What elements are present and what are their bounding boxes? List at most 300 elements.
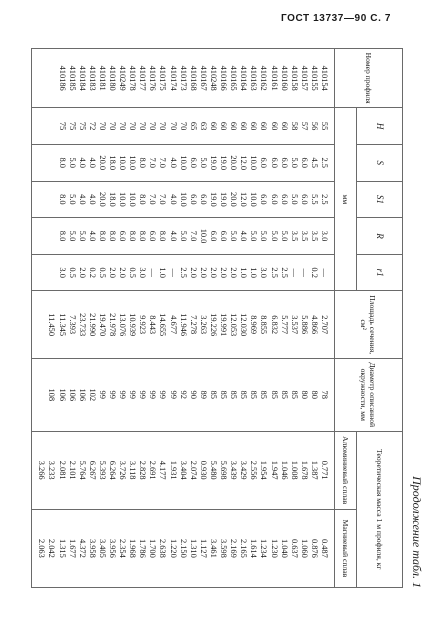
cell-diameter-23: 99 — [97, 390, 107, 399]
cell-H-5: 60 — [279, 121, 289, 131]
cell-R-4: 3.5 — [289, 230, 299, 242]
cell-diameter-12: 85 — [208, 390, 218, 399]
cell-diameter-3: 80 — [299, 390, 309, 399]
cell-S-16: 4.0 — [168, 157, 178, 168]
cell-al-7: 1.954 — [259, 460, 269, 480]
cell-S1-6: 6.0 — [269, 194, 279, 205]
cell-diameter-8: 85 — [249, 390, 259, 399]
cell-S-27: 8.0 — [57, 157, 67, 168]
cell-R-10: 5.0 — [229, 230, 239, 242]
cell-profile-15: 410173 — [178, 65, 188, 91]
cell-S1-19: 8.0 — [138, 194, 148, 205]
cell-al-14: 2.074 — [188, 460, 198, 480]
cell-mg-9: 2.165 — [239, 538, 249, 558]
cell-al-24: 6.267 — [87, 460, 97, 480]
cell-al-21: 3.726 — [118, 460, 128, 480]
cell-mg-16: 1.220 — [168, 538, 178, 558]
cell-profile-25: 410184 — [77, 65, 87, 91]
cell-diameter-6: 85 — [269, 390, 279, 399]
cell-r1-3: — — [299, 268, 309, 277]
cell-mg-7: 1.234 — [259, 538, 269, 558]
cell-al-23: 5.393 — [97, 460, 107, 480]
cell-R-11: 6.0 — [219, 230, 229, 242]
cell-S1-21: 10.0 — [118, 192, 128, 207]
cell-S1-5: 6.0 — [279, 194, 289, 205]
cell-H-7: 60 — [259, 121, 269, 131]
cell-profile-11: 410166 — [219, 65, 229, 91]
cell-S1-20: 10.0 — [128, 192, 138, 207]
cell-R-21: 6.0 — [118, 230, 128, 242]
cell-S1-24: 4.0 — [87, 194, 97, 205]
cell-mg-27: 1.315 — [57, 538, 67, 558]
cell-S-23: 20.0 — [97, 155, 107, 171]
cell-area-27: 11.345 — [57, 313, 67, 337]
cell-S1-13: 6.0 — [198, 194, 208, 205]
cell-mg-12: 3.461 — [208, 538, 218, 558]
cell-H-8: 60 — [249, 121, 259, 131]
cell-S-24: 4.0 — [87, 157, 97, 168]
cell-H-22: 70 — [108, 121, 118, 131]
cell-al-28: 3.233 — [47, 460, 57, 480]
header-r1: r1 — [357, 254, 403, 291]
cell-al-11: 5.698 — [219, 460, 229, 480]
cell-r1-9: 1.0 — [239, 267, 249, 278]
profile-table — [31, 48, 403, 588]
cell-r1-15: 2.5 — [178, 267, 188, 278]
cell-al-2: 1.387 — [309, 460, 319, 480]
cell-R-12: 6.0 — [208, 230, 218, 242]
cell-mg-21: 2.354 — [118, 538, 128, 558]
cell-profile-6: 410161 — [269, 65, 279, 91]
cell-r1-11: 2.0 — [219, 267, 229, 278]
cell-area-16: 4.677 — [168, 315, 178, 335]
cell-S-7: 6.0 — [259, 157, 269, 168]
cell-H-21: 70 — [118, 121, 128, 131]
cell-mg-22: 3.956 — [108, 538, 118, 558]
cell-S-11: 19.0 — [219, 155, 229, 171]
column-S — [32, 144, 335, 181]
cell-r1-5: 2.5 — [279, 267, 289, 278]
cell-mg-24: 3.958 — [87, 538, 97, 558]
cell-diameter-15: 92 — [178, 390, 188, 399]
cell-H-15: 70 — [178, 121, 188, 131]
cell-R-6: 5.0 — [269, 230, 279, 242]
cell-area-12: 19.226 — [208, 313, 218, 337]
cell-R-1: 3.0 — [320, 230, 329, 242]
cell-diameter-22: 99 — [108, 390, 118, 399]
cell-H-10: 60 — [229, 121, 239, 131]
cell-al-3: 1.678 — [299, 460, 309, 480]
cell-R-27: 8.0 — [57, 230, 67, 242]
cell-mg-15: 2.150 — [178, 538, 188, 558]
cell-al-15: 3.404 — [178, 460, 188, 480]
cell-R-18: 6.0 — [148, 230, 158, 242]
cell-S1-22: 18.0 — [108, 192, 118, 207]
cell-area-26: 7.393 — [67, 315, 77, 335]
cell-diameter-28: 108 — [47, 388, 57, 402]
cell-S-5: 6.0 — [279, 157, 289, 168]
cell-H-9: 60 — [239, 121, 249, 131]
cell-S1-3: 6.0 — [299, 194, 309, 205]
cell-r1-18: — — [148, 268, 158, 277]
cell-S-12: 19.0 — [208, 155, 218, 171]
cell-diameter-20: 99 — [128, 390, 138, 399]
cell-profile-18: 410176 — [148, 65, 158, 91]
cell-area-1: 2.707 — [320, 315, 329, 335]
cell-S1-17: 7.0 — [158, 194, 168, 205]
cell-area-11: 19.991 — [219, 313, 229, 337]
cell-profile-5: 410160 — [279, 65, 289, 91]
cell-area-8: 8.969 — [249, 315, 259, 335]
cell-r1-24: 0.2 — [87, 267, 97, 278]
cell-S-18: 7.0 — [148, 157, 158, 168]
cell-R-26: 5.0 — [67, 230, 77, 242]
cell-H-27: 75 — [57, 121, 67, 131]
cell-profile-3: 410157 — [299, 65, 309, 91]
column-R — [32, 218, 335, 255]
cell-al-9: 3.429 — [239, 460, 249, 480]
cell-area-7: 8.855 — [259, 315, 269, 335]
cell-diameter-10: 85 — [229, 390, 239, 399]
cell-diameter-17: 99 — [158, 390, 168, 399]
header-aluminium-alloy: Алюминиевый сплав — [335, 431, 357, 509]
cell-R-24: 4.0 — [87, 230, 97, 242]
cell-area-6: 6.832 — [269, 315, 279, 335]
cell-area-17: 14.655 — [158, 313, 168, 337]
cell-R-5: 5.0 — [279, 230, 289, 242]
cell-S1-9: 12.0 — [239, 192, 249, 207]
cell-H-20: 70 — [128, 121, 138, 131]
cell-mg-2: 0.876 — [309, 538, 319, 558]
cell-profile-2: 410155 — [309, 65, 319, 91]
cell-S-10: 20.0 — [229, 155, 239, 171]
cell-R-25: 5.0 — [77, 230, 87, 242]
cell-mg-25: 4.372 — [77, 538, 87, 558]
cell-area-13: 3.263 — [198, 315, 208, 335]
cell-R-8: 5.0 — [249, 230, 259, 242]
cell-r1-6: 2.5 — [269, 267, 279, 278]
cell-profile-9: 410164 — [239, 65, 249, 91]
cell-mg-8: 1.614 — [249, 538, 259, 558]
cell-al-5: 1.046 — [279, 460, 289, 480]
cell-r1-10: 2.0 — [229, 267, 239, 278]
cell-profile-21: 410249 — [118, 65, 128, 91]
cell-al-13: 0.930 — [198, 460, 208, 480]
cell-r1-26: 0.5 — [67, 267, 77, 278]
cell-S-13: 5.0 — [198, 157, 208, 168]
cell-S-21: 10.0 — [118, 155, 128, 171]
header-R: R — [357, 218, 403, 255]
cell-S-2: 4.5 — [309, 157, 319, 168]
rotated-table-page — [37, 48, 427, 588]
cell-R-23: 8.0 — [97, 230, 107, 242]
cell-area-23: 19.470 — [97, 313, 107, 337]
cell-mg-14: 1.310 — [188, 538, 198, 558]
cell-diameter-5: 85 — [279, 390, 289, 399]
header-mm-unit: мм — [335, 108, 357, 291]
cell-S1-15: 10.0 — [178, 192, 188, 207]
cell-diameter-24: 102 — [87, 388, 97, 402]
cell-al-18: 2.691 — [148, 460, 158, 480]
cell-r1-13: 2.0 — [198, 267, 208, 278]
cell-al-1: 0.771 — [320, 460, 329, 480]
cell-S1-18: 7.0 — [148, 194, 158, 205]
cell-diameter-2: 80 — [309, 390, 319, 399]
cell-al-19: 2.828 — [138, 460, 148, 480]
column-S1 — [32, 181, 335, 218]
cell-S1-12: 19.0 — [208, 192, 218, 207]
cell-S-1: 2.5 — [320, 157, 329, 168]
cell-H-14: 65 — [188, 121, 198, 131]
cell-area-19: 9.923 — [138, 315, 148, 335]
cell-profile-27: 410186 — [57, 65, 67, 91]
cell-area-10: 12.053 — [229, 313, 239, 337]
cell-H-23: 70 — [97, 121, 107, 131]
header-H: H — [357, 108, 403, 145]
header-S: S — [357, 144, 403, 181]
continuation-label: Продолжение табл. 1 — [410, 476, 424, 588]
cell-H-26: 75 — [67, 121, 77, 131]
header-profile-number: Номер профиля — [335, 49, 403, 108]
cell-mg-26: 1.677 — [67, 538, 77, 558]
column-diameter — [32, 358, 335, 431]
cell-S1-1: 2.5 — [320, 194, 329, 205]
cell-mg-4: 0.637 — [289, 538, 299, 558]
cell-S-15: 10.0 — [178, 155, 188, 171]
cell-S-3: 6.0 — [299, 157, 309, 168]
cell-profile-10: 410165 — [229, 65, 239, 91]
cell-r1-23: 0.5 — [97, 267, 107, 278]
cell-mg-5: 1.040 — [279, 538, 289, 558]
cell-profile-13: 410167 — [198, 65, 208, 91]
cell-H-13: 63 — [198, 121, 208, 131]
cell-profile-19: 410177 — [138, 65, 148, 91]
cell-H-6: 60 — [269, 121, 279, 131]
column-r1 — [32, 254, 335, 291]
cell-r1-25: 2.0 — [77, 267, 87, 278]
cell-r1-14: 2.0 — [188, 267, 198, 278]
cell-al-27: 2.081 — [57, 460, 67, 480]
cell-H-24: 72 — [87, 121, 97, 131]
cell-mg-17: 2.638 — [158, 538, 168, 558]
cell-mg-6: 1.230 — [269, 538, 279, 558]
cell-diameter-1: 78 — [320, 390, 329, 399]
cell-al-20: 3.118 — [128, 460, 138, 480]
cell-profile-22: 410180 — [108, 65, 118, 91]
cell-H-4: 58 — [289, 121, 299, 131]
cell-profile-1: 410154 — [320, 65, 329, 91]
cell-diameter-9: 85 — [239, 390, 249, 399]
cell-profile-4: 410158 — [289, 65, 299, 91]
cell-area-22: 21.978 — [108, 313, 118, 337]
cell-profile-8: 410163 — [249, 65, 259, 91]
cell-R-22: 8.0 — [108, 230, 118, 242]
cell-H-18: 70 — [148, 121, 158, 131]
cell-S1-16: 4.0 — [168, 194, 178, 205]
column-magnesium-mass — [32, 509, 335, 587]
cell-diameter-19: 99 — [138, 390, 148, 399]
header-area: Площадь сечения, см² — [335, 291, 403, 358]
cell-profile-23: 410181 — [97, 65, 107, 91]
cell-area-20: 10.939 — [128, 313, 138, 337]
cell-S1-14: 6.0 — [188, 194, 198, 205]
cell-area-15: 11.946 — [178, 313, 188, 337]
cell-profile-20: 410178 — [128, 65, 138, 91]
cell-al-22: 6.264 — [108, 460, 118, 480]
cell-r1-21: 2.0 — [118, 267, 128, 278]
cell-profile-14: 410168 — [188, 65, 198, 91]
cell-diameter-26: 106 — [67, 388, 77, 402]
cell-diameter-16: 99 — [168, 390, 178, 399]
cell-profile-26: 410185 — [67, 65, 77, 91]
cell-S-19: 8.0 — [138, 157, 148, 168]
cell-R-13: 10.0 — [198, 228, 208, 244]
cell-diameter-25: 106 — [77, 388, 87, 402]
cell-S-26: 5.0 — [67, 157, 77, 168]
cell-mg-11: 3.598 — [219, 538, 229, 558]
cell-H-19: 70 — [138, 121, 148, 131]
cell-mg-23: 3.405 — [97, 538, 107, 558]
column-H — [32, 108, 335, 145]
cell-S1-25: 4.0 — [77, 194, 87, 205]
cell-area-2: 4.866 — [309, 315, 319, 335]
cell-S1-8: 10.0 — [249, 192, 259, 207]
cell-area-18: 8.443 — [148, 315, 158, 335]
cell-r1-19: 3.0 — [138, 267, 148, 278]
column-area — [32, 291, 335, 358]
cell-diameter-14: 90 — [188, 390, 198, 399]
cell-diameter-7: 85 — [259, 390, 269, 399]
cell-diameter-4: 85 — [289, 390, 299, 399]
cell-mg-19: 1.786 — [138, 538, 148, 558]
cell-area-4: 3.537 — [289, 315, 299, 335]
cell-r1-7: 3.0 — [259, 267, 269, 278]
cell-diameter-21: 99 — [118, 390, 128, 399]
cell-S1-10: 20.0 — [229, 192, 239, 207]
cell-area-9: 12.030 — [239, 313, 249, 337]
cell-area-21: 13.076 — [118, 313, 128, 337]
cell-profile-12: 410248 — [208, 65, 218, 91]
cell-R-16: 4.0 — [168, 230, 178, 242]
cell-H-2: 56 — [309, 121, 319, 131]
cell-al-16: 1.931 — [168, 460, 178, 480]
cell-al-6: 1.947 — [269, 460, 279, 480]
cell-S-25: 4.0 — [77, 157, 87, 168]
cell-profile-7: 410162 — [259, 65, 269, 91]
header-mass: Теоретическая масса 1 м профиля, кг — [357, 431, 403, 587]
column-aluminium-mass — [32, 431, 335, 509]
cell-r1-20: 0.5 — [128, 267, 138, 278]
cell-S1-27: 8.0 — [57, 194, 67, 205]
cell-area-14: 7.278 — [188, 315, 198, 335]
cell-profile-16: 410174 — [168, 65, 178, 91]
page-header: ГОСТ 13737—90 С. 7 — [280, 13, 391, 24]
cell-S1-23: 20.0 — [97, 192, 107, 207]
cell-profile-17: 410175 — [158, 65, 168, 91]
cell-r1-2: 0.2 — [309, 267, 319, 278]
cell-H-1: 55 — [320, 121, 329, 131]
cell-H-25: 75 — [77, 121, 87, 131]
cell-profile-24: 410183 — [87, 65, 97, 91]
cell-S-9: 12.0 — [239, 155, 249, 171]
cell-r1-8: 1.0 — [249, 267, 259, 278]
cell-S-22: 18.0 — [108, 155, 118, 171]
cell-R-19: 8.0 — [138, 230, 148, 242]
cell-diameter-13: 89 — [198, 390, 208, 399]
cell-al-10: 3.439 — [229, 460, 239, 480]
cell-H-17: 70 — [158, 121, 168, 131]
cell-mg-1: 0.487 — [320, 538, 329, 558]
cell-mg-20: 1.968 — [128, 538, 138, 558]
cell-H-11: 60 — [219, 121, 229, 131]
cell-mg-10: 2.169 — [229, 538, 239, 558]
cell-r1-1: — — [320, 268, 329, 277]
cell-al-29: 3.266 — [37, 460, 47, 480]
cell-R-15: 5.0 — [178, 230, 188, 242]
cell-S1-26: 5.0 — [67, 194, 77, 205]
cell-r1-17: 1.0 — [158, 267, 168, 278]
cell-area-3: 5.886 — [299, 315, 309, 335]
cell-al-12: 5.480 — [208, 460, 218, 480]
cell-mg-13: 1.127 — [198, 538, 208, 558]
cell-mg-28: 2.042 — [47, 538, 57, 558]
cell-R-14: 7.0 — [188, 230, 198, 242]
cell-S-14: 6.0 — [188, 157, 198, 168]
cell-H-16: 70 — [168, 121, 178, 131]
cell-diameter-11: 85 — [219, 390, 229, 399]
cell-R-7: 5.0 — [259, 230, 269, 242]
header-S1: S1 — [357, 181, 403, 218]
cell-diameter-18: 99 — [148, 390, 158, 399]
cell-S1-11: 19.0 — [219, 192, 229, 207]
cell-area-24: 21.990 — [87, 313, 97, 337]
cell-S-8: 10.0 — [249, 155, 259, 171]
cell-S-6: 6.0 — [269, 157, 279, 168]
cell-H-3: 57 — [299, 121, 309, 131]
cell-al-17: 4.177 — [158, 460, 168, 480]
cell-r1-4: — — [289, 268, 299, 277]
cell-R-2: 3.5 — [309, 230, 319, 242]
header-magnesium-alloy: Магниевый сплав — [335, 509, 357, 587]
cell-S1-7: 6.0 — [259, 194, 269, 205]
cell-r1-22: 2.0 — [108, 267, 118, 278]
cell-mg-3: 1.060 — [299, 538, 309, 558]
cell-S-20: 10.0 — [128, 155, 138, 171]
cell-al-4: 1.008 — [289, 460, 299, 480]
cell-S-17: 7.0 — [158, 157, 168, 168]
cell-al-25: 5.764 — [77, 460, 87, 480]
cell-al-8: 2.556 — [249, 460, 259, 480]
cell-R-3: 3.5 — [299, 230, 309, 242]
cell-area-25: 23.733 — [77, 313, 87, 337]
cell-S-4: 5.0 — [289, 157, 299, 168]
cell-H-12: 60 — [208, 121, 218, 131]
cell-r1-12: 2.0 — [208, 267, 218, 278]
cell-S1-4: 5.0 — [289, 194, 299, 205]
cell-mg-29: 2.063 — [37, 538, 47, 558]
cell-al-26: 2.101 — [67, 460, 77, 480]
header-diameter: Диаметр описанной окружности, мм — [335, 358, 403, 431]
cell-mg-18: 1.700 — [148, 538, 158, 558]
column-profile — [32, 49, 335, 108]
cell-area-28: 11.450 — [47, 313, 57, 337]
cell-r1-16: — — [168, 268, 178, 277]
cell-R-9: 4.0 — [239, 230, 249, 242]
cell-S1-2: 5.5 — [309, 194, 319, 205]
cell-area-5: 5.777 — [279, 315, 289, 335]
cell-R-20: 8.0 — [128, 230, 138, 242]
cell-r1-27: 3.0 — [57, 267, 67, 278]
